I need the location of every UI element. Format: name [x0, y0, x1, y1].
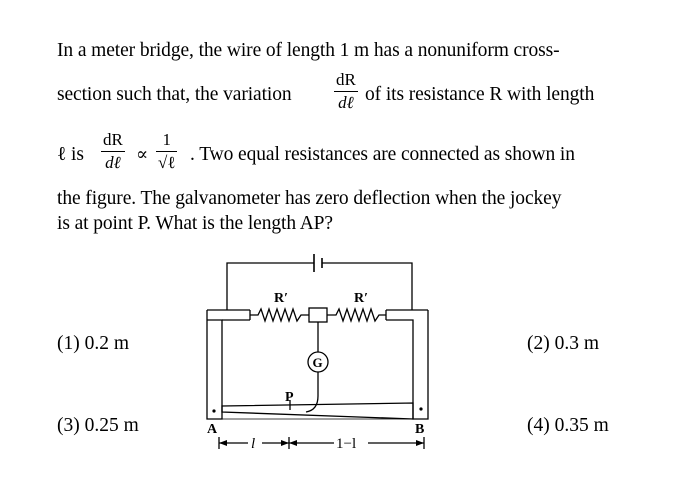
label-point-b: B — [415, 422, 425, 437]
question-line-2a: section such that, the variation — [57, 84, 292, 105]
label-length-right: 1−l — [336, 436, 357, 452]
label-point-a: A — [207, 422, 218, 437]
fraction-denominator: √ℓ — [158, 153, 176, 172]
question-line-1: In a meter bridge, the wire of length 1 m has a nonuniform cross- — [57, 40, 560, 61]
fraction-numerator: 1 — [162, 130, 171, 149]
label-point-p: P — [285, 390, 294, 405]
fraction-numerator: dR — [336, 70, 356, 89]
battery-wire-left — [227, 263, 314, 310]
terminal-dot-right — [419, 407, 422, 410]
proportional-symbol: ∝ — [136, 144, 149, 164]
option-4[interactable]: (4) 0.35 m — [527, 415, 609, 436]
fraction-denominator: dℓ — [105, 153, 121, 172]
label-galvanometer: G — [312, 355, 323, 370]
bridge-wire — [222, 403, 413, 419]
resistor-left — [250, 309, 309, 321]
question-line-2b: of its resistance R with length — [365, 84, 595, 105]
label-length-left: l — [251, 436, 256, 452]
resistor-right — [327, 309, 386, 321]
jockey-lead — [306, 372, 318, 412]
question-line-5: is at point P. What is the length AP? — [57, 213, 333, 234]
question-line-4: the figure. The galvanometer has zero deflection when the jockey — [57, 188, 562, 209]
label-resistor-right: R′ — [354, 291, 369, 306]
fraction-denominator: dℓ — [338, 93, 354, 112]
arrow-left-2 — [281, 440, 289, 446]
question-line-3a: ℓ is — [57, 144, 84, 165]
question-line-3b: . Two equal resistances are connected as shown in — [190, 144, 575, 165]
terminal-dot-left — [212, 409, 215, 412]
arrow-left-1 — [219, 440, 227, 446]
left-strip — [207, 310, 222, 419]
option-3[interactable]: (3) 0.25 m — [57, 415, 139, 436]
middle-block — [309, 308, 327, 322]
option-1[interactable]: (1) 0.2 m — [57, 333, 130, 354]
arrow-right-2 — [416, 440, 424, 446]
arrow-right-1 — [289, 440, 297, 446]
option-2[interactable]: (2) 0.3 m — [527, 333, 600, 354]
fraction-numerator: dR — [103, 130, 123, 149]
label-resistor-left: R′ — [274, 291, 289, 306]
